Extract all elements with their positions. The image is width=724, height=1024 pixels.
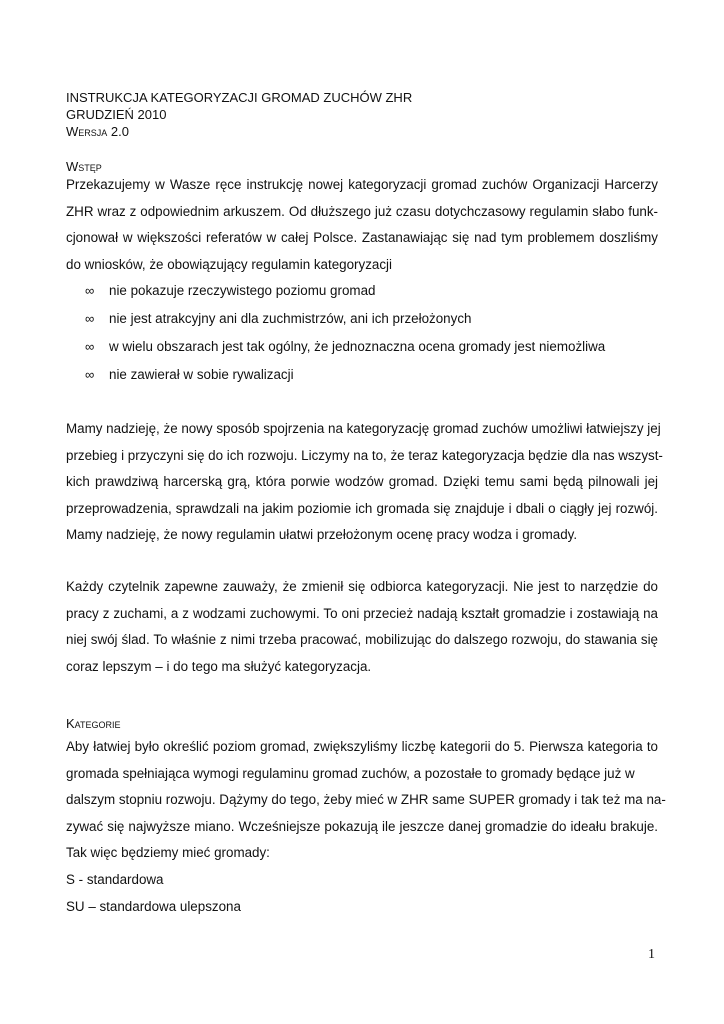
list-item-text: nie pokazuje rzeczywistego poziomu gromad bbox=[109, 283, 376, 298]
paragraph-line: Przekazujemy w Wasze ręce instrukcję nowej kategoryzacji gromad zuchów Organizacji Harcerzy bbox=[66, 177, 658, 192]
paragraph-line: cjonował w większości referatów w całej Polsce. Zastanawiając się nad tym problemem doszliśmy bbox=[66, 230, 658, 246]
category-item: SU – standardowa ulepszona bbox=[66, 898, 241, 914]
section-heading-categories: Kategorie bbox=[66, 716, 121, 731]
list-item-text: nie jest atrakcyjny ani dla zuchmistrzów, ani ich przełożonych bbox=[109, 311, 472, 326]
infinity-bullet-icon: ∞ bbox=[85, 339, 95, 354]
intro-paragraph-1 bbox=[66, 172, 658, 278]
document-header bbox=[66, 89, 412, 140]
document-date: GRUDZIEŃ 2010 bbox=[66, 107, 167, 122]
paragraph-line: dalszym stopniu rozwoju. Dążymy do tego, żeby mieć w ZHR same SUPER gromady i tak też ma na- bbox=[66, 792, 666, 808]
paragraph-line: coraz lepszym – i do tego ma służyć kategoryzacja. bbox=[66, 658, 372, 674]
paragraph-line: do wniosków, że obowiązujący regulamin kategoryzacji bbox=[66, 256, 393, 272]
paragraph-line: pracy z zuchami, a z wodzami zuchowymi. To oni przecież nadają kształt gromadzie i zostawiają na bbox=[66, 605, 658, 621]
intro-paragraph-2 bbox=[66, 416, 663, 549]
document-title: INSTRUKCJA KATEGORYZACJI GROMAD ZUCHÓW ZHR bbox=[66, 90, 413, 105]
paragraph-line: ZHR wraz z odpowiednim arkuszem. Od dłuższego już czasu dotychczasowy regulamin słabo funk- bbox=[66, 203, 658, 219]
infinity-bullet-icon: ∞ bbox=[85, 367, 95, 382]
section-heading-intro: Wstęp bbox=[66, 159, 102, 174]
infinity-bullet-icon: ∞ bbox=[85, 283, 95, 298]
paragraph-line: Mamy nadzieję, że nowy regulamin ułatwi przełożonym ocenę pracy wodza i gromady. bbox=[66, 527, 578, 543]
paragraph-line: kich prawdziwą harcerską grą, która porwie wodzów gromad. Dzięki temu sami będą pilnowali jej bbox=[66, 474, 658, 490]
category-item: S - standardowa bbox=[66, 871, 164, 887]
paragraph-line: Mamy nadzieję, że nowy sposób spojrzenia na kategoryzację gromad zuchów umożliwi łatwiejszy jej bbox=[66, 421, 661, 436]
paragraph-line: przeprowadzenia, sprawdzali na jakim poziomie ich gromada się znajduje i dbali o ciągły jej rozwój. bbox=[66, 500, 658, 516]
paragraph-line: niej swój ślad. To właśnie z nimi trzeba pracować, mobilizując do dalszego rozwoju, do stawania się bbox=[66, 632, 658, 648]
categories-paragraph bbox=[66, 734, 666, 920]
paragraph-line: gromada spełniająca wymogi regulaminu gromad zuchów, a pozostałe to gromady będące już w bbox=[66, 765, 635, 781]
page-number: 1 bbox=[648, 947, 655, 962]
list-item-text: w wielu obszarach jest tak ogólny, że jednoznaczna ocena gromady jest niemożliwa bbox=[109, 339, 606, 354]
list-item-text: nie zawierał w sobie rywalizacji bbox=[109, 367, 294, 382]
infinity-bullet-icon: ∞ bbox=[85, 311, 95, 326]
paragraph-line: Każdy czytelnik zapewne zauważy, że zmienił się odbiorca kategoryzacji. Nie jest to narzędzie do bbox=[66, 579, 658, 594]
version-number: 2.0 bbox=[110, 124, 129, 139]
version-label: Wersja bbox=[66, 124, 108, 139]
paragraph-line: przebieg i przyczyni się do ich rozwoju. Liczymy na to, że teraz kategoryzacja będzie dla nas wszyst- bbox=[66, 447, 663, 463]
paragraph-line: Tak więc będziemy mieć gromady: bbox=[66, 845, 270, 861]
document-version bbox=[66, 123, 412, 140]
paragraph-line: Aby łatwiej było określić poziom gromad, zwiększyliśmy liczbę kategorii do 5. Pierwsza kategoria to bbox=[66, 739, 658, 754]
intro-paragraph-3 bbox=[66, 574, 658, 680]
paragraph-line: zywać się najwyższe miano. Wcześniejsze pokazują ile jeszcze danej gromadzie do ideału brakuje. bbox=[66, 818, 658, 834]
